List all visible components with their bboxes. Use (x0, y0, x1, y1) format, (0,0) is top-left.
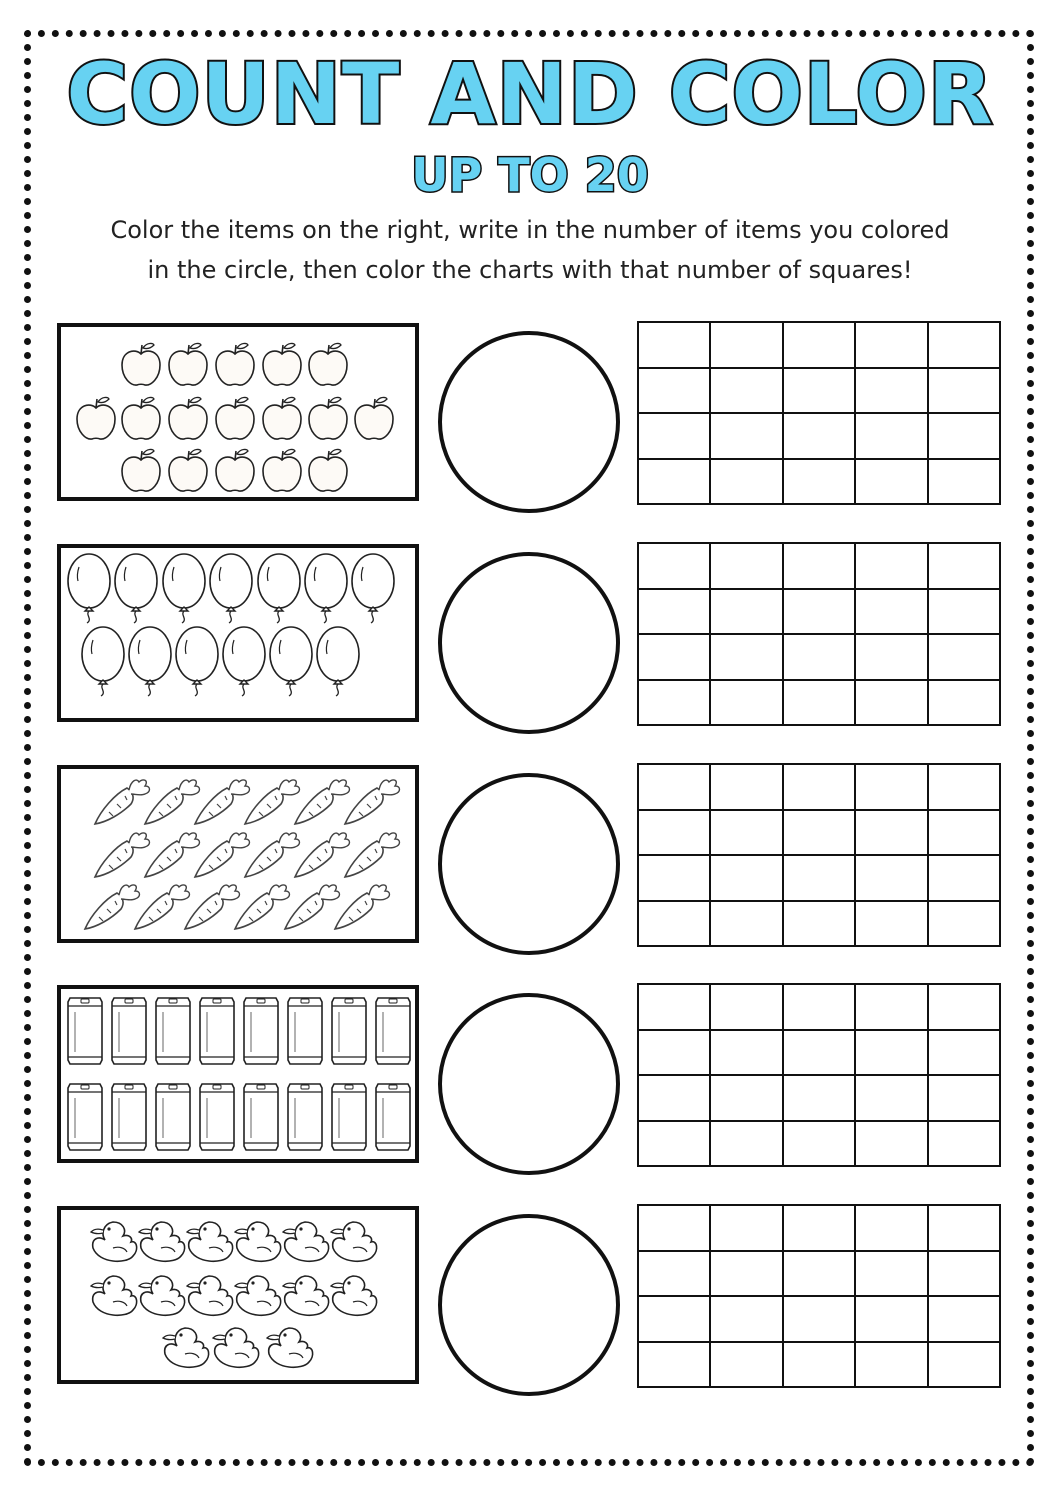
chart-square[interactable] (711, 1031, 783, 1077)
carrot-icon (61, 769, 415, 939)
chart-square[interactable] (929, 902, 1001, 948)
chart-square[interactable] (856, 902, 928, 948)
apple-icon (61, 327, 415, 497)
chart-square[interactable] (639, 1031, 711, 1077)
chart-square[interactable] (639, 414, 711, 460)
chart-square[interactable] (711, 323, 783, 369)
worksheet-title: COUNT AND COLOR (66, 45, 994, 143)
chart-square[interactable] (639, 1252, 711, 1298)
chart-square[interactable] (784, 635, 856, 681)
chart-square[interactable] (929, 369, 1001, 415)
chart-square[interactable] (856, 765, 928, 811)
chart-square[interactable] (929, 323, 1001, 369)
chart-square[interactable] (784, 681, 856, 727)
chart-square[interactable] (784, 1297, 856, 1343)
ten-frame-chart (637, 321, 1001, 505)
instructions-line-1: Color the items on the right, write in the number of items you colored (110, 216, 950, 244)
chart-square[interactable] (639, 856, 711, 902)
chart-square[interactable] (856, 414, 928, 460)
count-answer-circle[interactable] (438, 1214, 620, 1396)
chart-square[interactable] (639, 681, 711, 727)
ten-frame-chart (637, 1204, 1001, 1388)
chart-square[interactable] (784, 323, 856, 369)
worksheet-subtitle: UP TO 20 (411, 148, 649, 202)
duck-picture-box[interactable] (57, 1206, 419, 1384)
chart-square[interactable] (856, 544, 928, 590)
chart-square[interactable] (929, 1206, 1001, 1252)
chart-square[interactable] (784, 1343, 856, 1389)
chart-square[interactable] (856, 369, 928, 415)
chart-square[interactable] (929, 414, 1001, 460)
chart-square[interactable] (856, 681, 928, 727)
chart-square[interactable] (639, 985, 711, 1031)
chart-square[interactable] (856, 460, 928, 506)
chart-square[interactable] (639, 765, 711, 811)
chart-square[interactable] (784, 765, 856, 811)
chart-square[interactable] (784, 1206, 856, 1252)
chart-square[interactable] (639, 590, 711, 636)
chart-square[interactable] (929, 544, 1001, 590)
chart-square[interactable] (784, 544, 856, 590)
count-answer-circle[interactable] (438, 773, 620, 955)
chart-square[interactable] (711, 544, 783, 590)
chart-square[interactable] (856, 856, 928, 902)
ten-frame-chart (637, 763, 1001, 947)
chart-square[interactable] (639, 544, 711, 590)
chart-square[interactable] (784, 856, 856, 902)
chart-square[interactable] (856, 590, 928, 636)
balloon-picture-box[interactable] (57, 544, 419, 722)
chart-square[interactable] (929, 590, 1001, 636)
chart-square[interactable] (711, 460, 783, 506)
instructions-line-2: in the circle, then color the charts with that number of squares! (147, 256, 913, 284)
chart-square[interactable] (856, 1252, 928, 1298)
chart-square[interactable] (784, 902, 856, 948)
instructions (70, 210, 990, 290)
chart-square[interactable] (929, 681, 1001, 727)
chart-square[interactable] (929, 1343, 1001, 1389)
chart-square[interactable] (711, 1206, 783, 1252)
chart-square[interactable] (711, 1122, 783, 1168)
chart-square[interactable] (639, 323, 711, 369)
ten-frame-chart (637, 542, 1001, 726)
chart-square[interactable] (711, 590, 783, 636)
chart-square[interactable] (784, 590, 856, 636)
chart-square[interactable] (711, 414, 783, 460)
chart-square[interactable] (929, 985, 1001, 1031)
chart-square[interactable] (784, 1076, 856, 1122)
balloon-icon (61, 548, 415, 718)
chart-square[interactable] (711, 369, 783, 415)
chart-square[interactable] (784, 369, 856, 415)
chart-square[interactable] (639, 902, 711, 948)
chart-square[interactable] (711, 811, 783, 857)
count-answer-circle[interactable] (438, 993, 620, 1175)
chart-square[interactable] (711, 1297, 783, 1343)
chart-square[interactable] (784, 460, 856, 506)
chart-square[interactable] (929, 811, 1001, 857)
carrot-picture-box[interactable] (57, 765, 419, 943)
chart-square[interactable] (784, 1031, 856, 1077)
chart-square[interactable] (711, 635, 783, 681)
chart-square[interactable] (856, 1206, 928, 1252)
chart-square[interactable] (711, 1343, 783, 1389)
chart-square[interactable] (639, 1297, 711, 1343)
duck-icon (61, 1210, 415, 1380)
chart-square[interactable] (929, 1297, 1001, 1343)
apple-picture-box[interactable] (57, 323, 419, 501)
chart-square[interactable] (639, 1343, 711, 1389)
chart-square[interactable] (856, 635, 928, 681)
chart-square[interactable] (856, 1297, 928, 1343)
chart-square[interactable] (856, 811, 928, 857)
chart-square[interactable] (711, 765, 783, 811)
chart-square[interactable] (711, 856, 783, 902)
chart-square[interactable] (856, 1122, 928, 1168)
chart-square[interactable] (784, 985, 856, 1031)
count-answer-circle[interactable] (438, 331, 620, 513)
chart-square[interactable] (929, 1031, 1001, 1077)
count-answer-circle[interactable] (438, 552, 620, 734)
chart-square[interactable] (929, 1076, 1001, 1122)
soda-can-icon (61, 989, 415, 1159)
chart-square[interactable] (639, 369, 711, 415)
chart-square[interactable] (929, 856, 1001, 902)
chart-square[interactable] (856, 1343, 928, 1389)
chart-square[interactable] (784, 811, 856, 857)
chart-square[interactable] (639, 1206, 711, 1252)
chart-square[interactable] (711, 681, 783, 727)
chart-square[interactable] (929, 635, 1001, 681)
chart-square[interactable] (711, 1076, 783, 1122)
chart-square[interactable] (711, 985, 783, 1031)
chart-square[interactable] (639, 1076, 711, 1122)
chart-square[interactable] (856, 323, 928, 369)
chart-square[interactable] (784, 1122, 856, 1168)
chart-square[interactable] (639, 1122, 711, 1168)
chart-square[interactable] (784, 414, 856, 460)
chart-square[interactable] (929, 765, 1001, 811)
chart-square[interactable] (711, 1252, 783, 1298)
chart-square[interactable] (784, 1252, 856, 1298)
chart-square[interactable] (856, 985, 928, 1031)
chart-square[interactable] (639, 460, 711, 506)
chart-square[interactable] (929, 1122, 1001, 1168)
chart-square[interactable] (711, 902, 783, 948)
soda-can-picture-box[interactable] (57, 985, 419, 1163)
chart-square[interactable] (639, 811, 711, 857)
chart-square[interactable] (929, 1252, 1001, 1298)
ten-frame-chart (637, 983, 1001, 1167)
chart-square[interactable] (856, 1076, 928, 1122)
chart-square[interactable] (639, 635, 711, 681)
chart-square[interactable] (929, 460, 1001, 506)
chart-square[interactable] (856, 1031, 928, 1077)
